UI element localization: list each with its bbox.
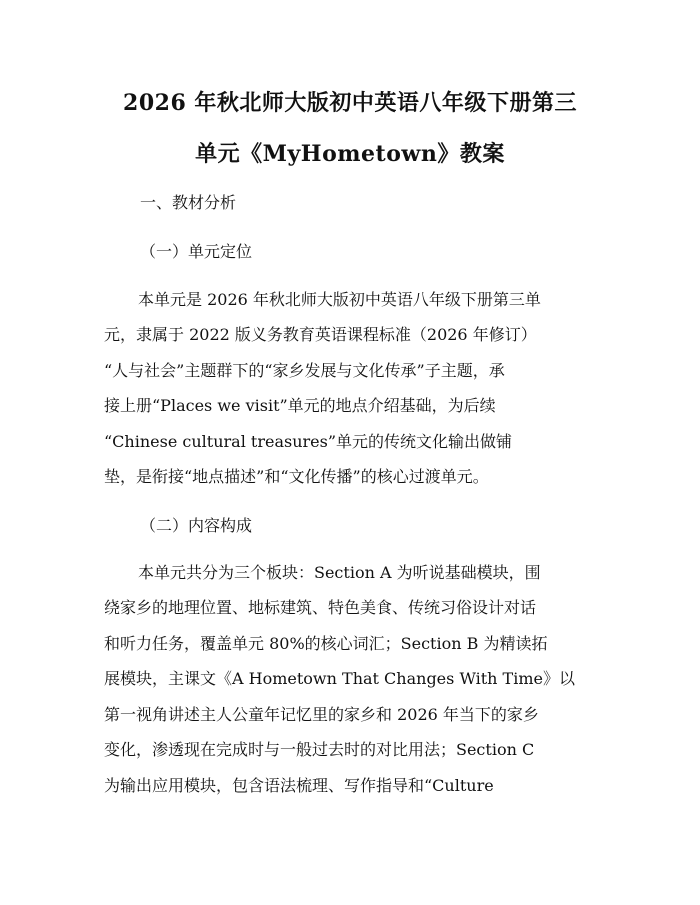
document-title-line-1: 2026 年秋北师大版初中英语八年级下册第三 bbox=[123, 90, 577, 116]
paragraph-2-line-3: 和听力任务，覆盖单元 80%的核心词汇；Section B 为精读拓 bbox=[104, 634, 548, 653]
paragraph-1-line-5: “Chinese cultural treasures”单元的传统文化输出做铺 bbox=[104, 432, 513, 451]
document-title-line-2: 单元《MyHometown》教案 bbox=[195, 141, 505, 167]
paragraph-2-line-6: 变化，渗透现在完成时与一般过去时的对比用法；Section C bbox=[104, 740, 535, 759]
paragraph-2-line-2: 绕家乡的地理位置、地标建筑、特色美食、传统习俗设计对话 bbox=[104, 598, 537, 617]
paragraph-2-line-4: 展模块，主课文《A Hometown That Changes With Time》以 bbox=[104, 669, 575, 688]
paragraph-1-line-1: 本单元是 2026 年秋北师大版初中英语八年级下册第三单 bbox=[138, 290, 541, 309]
paragraph-1-line-3: “人与社会”主题群下的“家乡发展与文化传承”子主题，承 bbox=[104, 361, 505, 380]
paragraph-2-line-5: 第一视角讲述主人公童年记忆里的家乡和 2026 年当下的家乡 bbox=[104, 705, 539, 724]
paragraph-1-line-6: 垫，是衔接“地点描述”和“文化传播”的核心过渡单元。 bbox=[104, 467, 489, 486]
subsection-heading-unit-positioning: （一）单元定位 bbox=[140, 242, 253, 261]
subsection-heading-content-composition: （二）内容构成 bbox=[140, 516, 253, 535]
section-heading-teaching-material-analysis: 一、教材分析 bbox=[140, 193, 237, 212]
paragraph-1-line-4: 接上册“Places we visit”单元的地点介绍基础，为后续 bbox=[104, 396, 496, 415]
paragraph-2-line-1: 本单元共分为三个板块：Section A 为听说基础模块，围 bbox=[138, 563, 541, 582]
paragraph-1-line-2: 元，隶属于 2022 版义务教育英语课程标准（2026 年修订） bbox=[104, 325, 537, 344]
paragraph-2-line-7: 为输出应用模块，包含语法梳理、写作指导和“Culture bbox=[104, 776, 494, 795]
